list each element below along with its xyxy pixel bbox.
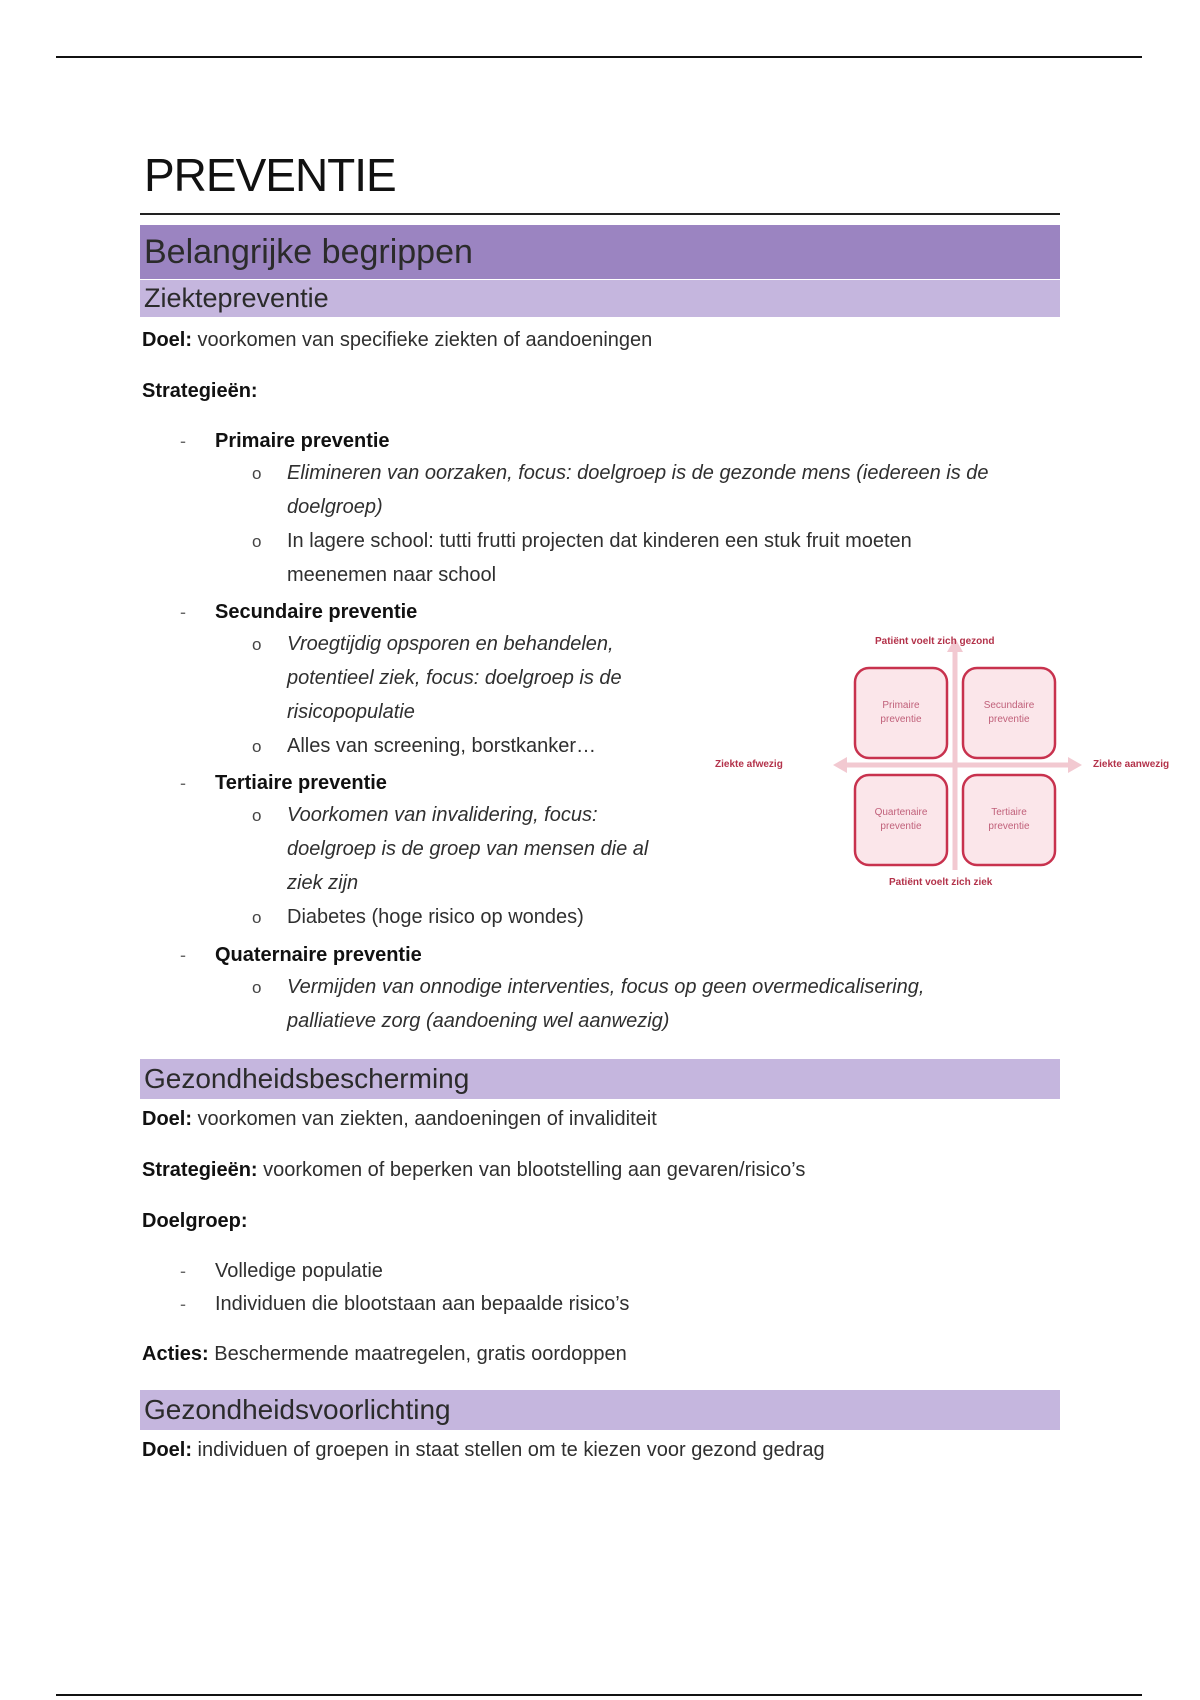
gv-doel-text: individuen of groepen in staat stellen om te kiezen voor gezond gedrag <box>192 1439 825 1461</box>
gb-strategieen-text: voorkomen of beperken van blootstelling aan gevaren/risico’s <box>257 1159 806 1181</box>
arrow-left-icon <box>833 757 847 773</box>
gb-doel-label: Doel: <box>142 1108 192 1130</box>
primaire-sub-1: Elimineren van oorzaken, focus: doelgroep is de gezonde mens (iedereen is de <box>287 462 989 484</box>
circle-bullet: o <box>252 737 262 756</box>
gv-doel-label: Doel: <box>142 1439 192 1461</box>
quadrant-label-quartenaire: Quartenaire preventie <box>874 807 928 832</box>
page-top-rule <box>56 56 1142 58</box>
gb-doelgroep <box>142 1210 248 1233</box>
subheading-ziektepreventie: Ziektepreventie <box>140 280 1060 317</box>
quaternaire-sub-1: Vermijden van onnodige interventies, focus op geen overmedicalisering, <box>287 976 925 998</box>
dash-bullet: - <box>180 602 186 622</box>
title-underline <box>140 213 1060 215</box>
quadrant-label-tertiaire: Tertiaire preventie <box>988 807 1030 832</box>
gb-strategieen <box>142 1159 805 1182</box>
secundaire-sub-1: Vroegtijdig opsporen en behandelen, <box>287 633 614 655</box>
dash-bullet: - <box>180 1294 186 1314</box>
diagram-label-left: Ziekte afwezig <box>715 759 783 770</box>
gb-doel-text: voorkomen van ziekten, aandoeningen of invaliditeit <box>192 1108 657 1130</box>
circle-bullet: o <box>252 464 262 483</box>
prevention-quadrant-diagram <box>705 630 1195 895</box>
item-quaternaire-label: Quaternaire preventie <box>215 944 422 966</box>
page-title: PREVENTIE <box>144 149 396 201</box>
tertiaire-sub-2: Diabetes (hoge risico op wondes) <box>287 906 584 928</box>
diagram-label-bottom: Patiënt voelt zich ziek <box>889 877 993 888</box>
diagram-label-top: Patiënt voelt zich gezond <box>875 636 995 647</box>
zp-doel-label: Doel: <box>142 329 192 351</box>
dash-bullet: - <box>180 431 186 451</box>
quaternaire-sub-1b: palliatieve zorg (aandoening wel aanwezig) <box>287 1010 670 1032</box>
page-bottom-rule <box>56 1694 1142 1696</box>
primaire-sub-2b: meenemen naar school <box>287 564 497 586</box>
circle-bullet: o <box>252 908 262 927</box>
dash-bullet: - <box>180 1261 186 1281</box>
item-tertiaire-label: Tertiaire preventie <box>215 772 387 794</box>
diagram-label-right: Ziekte aanwezig <box>1093 759 1170 770</box>
secundaire-sub-1b: potentieel ziek, focus: doelgroep is de <box>287 667 622 689</box>
gb-doelgroep-item-1: Volledige populatie <box>215 1260 383 1282</box>
zp-strategieen <box>142 380 258 403</box>
zp-doel <box>142 329 652 352</box>
gb-strategieen-label: Strategieën: <box>142 1159 258 1181</box>
zp-doel-text: voorkomen van specifieke ziekten of aandoeningen <box>192 329 653 351</box>
primaire-sub-2: In lagere school: tutti frutti projecten dat kinderen een stuk fruit moeten <box>287 530 912 552</box>
dash-bullet: - <box>180 945 186 965</box>
gb-doel <box>142 1108 657 1131</box>
subheading-gezondheidsbescherming: Gezondheidsbescherming <box>140 1059 1060 1099</box>
subheading-gezondheidsvoorlichting: Gezondheidsvoorlichting <box>140 1390 1060 1430</box>
gb-acties <box>142 1343 627 1366</box>
circle-bullet: o <box>252 978 262 997</box>
arrow-right-icon <box>1068 757 1082 773</box>
secundaire-sub-2: Alles van screening, borstkanker… <box>287 735 597 757</box>
section-heading-belangrijke-begrippen: Belangrijke begrippen <box>140 225 1060 279</box>
gb-acties-label: Acties: <box>142 1343 209 1365</box>
item-primaire-label: Primaire preventie <box>215 430 390 452</box>
circle-bullet: o <box>252 806 262 825</box>
gb-doelgroep-item-2: Individuen die blootstaan aan bepaalde risico’s <box>215 1293 630 1315</box>
quadrant-label-primaire: Primaire preventie <box>880 700 922 725</box>
zp-strategieen-label: Strategieën: <box>142 380 258 402</box>
circle-bullet: o <box>252 532 262 551</box>
secundaire-sub-1c: risicopopulatie <box>287 701 415 723</box>
tertiaire-sub-1: Voorkomen van invalidering, focus: <box>287 804 598 826</box>
tertiaire-sub-1c: ziek zijn <box>287 872 359 894</box>
dash-bullet: - <box>180 773 186 793</box>
quadrant-label-secundaire: Secundaire preventie <box>983 700 1035 725</box>
gb-acties-text: Beschermende maatregelen, gratis oordoppen <box>208 1343 627 1365</box>
tertiaire-sub-1b: doelgroep is de groep van mensen die al <box>287 838 649 860</box>
item-secundaire-label: Secundaire preventie <box>215 601 418 623</box>
circle-bullet: o <box>252 635 262 654</box>
gv-doel <box>142 1439 825 1462</box>
gb-doelgroep-label: Doelgroep: <box>142 1210 248 1232</box>
primaire-sub-1b: doelgroep) <box>287 496 383 518</box>
